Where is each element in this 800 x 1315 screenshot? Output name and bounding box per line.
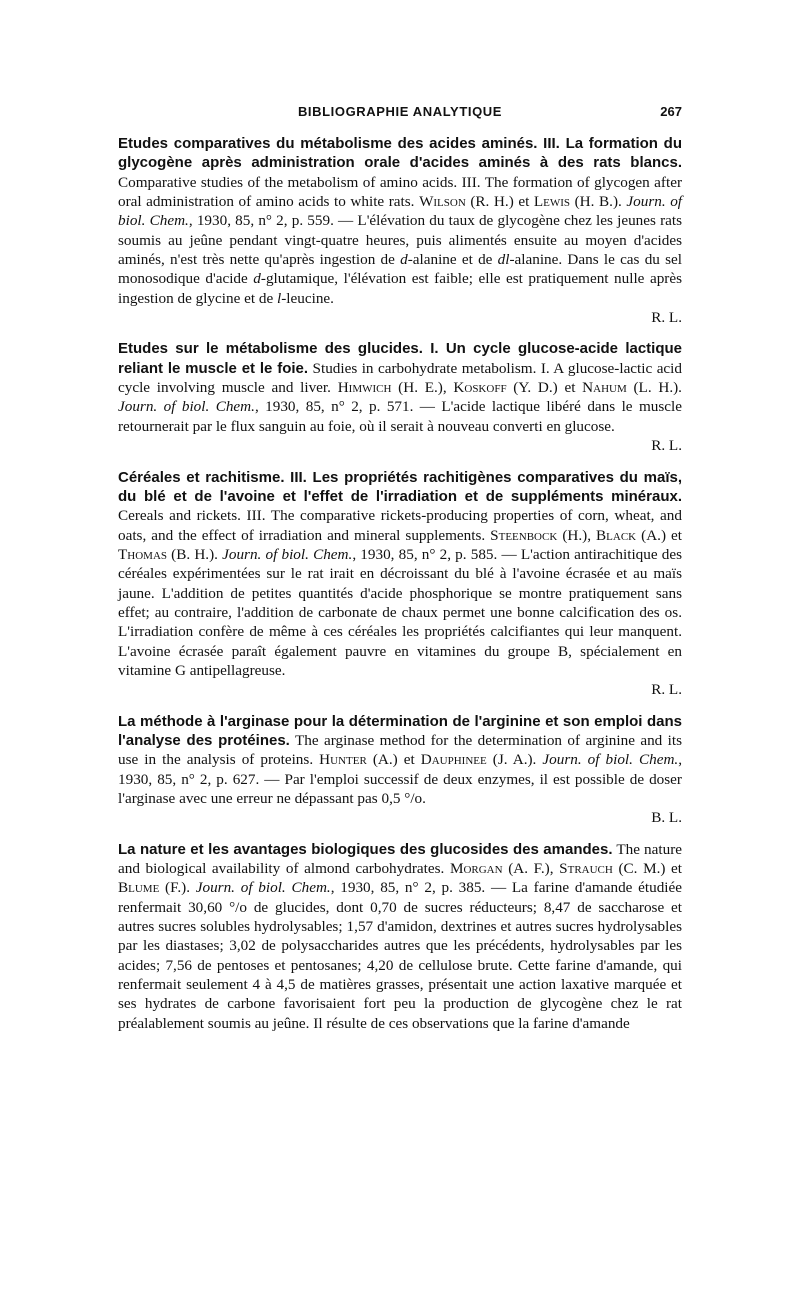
reviewer-signature: R. L. — [651, 437, 682, 455]
author-name: Hunter — [319, 751, 367, 769]
journal-name: Journ. of biol. Chem. — [195, 879, 331, 897]
entry-title: La nature et les avantages biologiques des glucosides des amandes. — [118, 840, 613, 858]
author-name: Himwich — [337, 379, 392, 397]
entry-title: La méthode à l'arginase pour la détermination de l'arginine et son emploi dans l'analyse des protéines. — [118, 712, 682, 749]
author-name: Nahum — [582, 379, 627, 397]
abstract-entry-1: Etudes comparatives du métabolisme des acides aminés. III. La formation du glycogène après administration orale d'acides aminés à des rats blancs. Comparative studies of the metabolism of amino acids. III. The formation of glycogen after oral administration of amino acids to white rats. Wilson (R. H.) et Lewis (H. B.). Journ. of biol. Chem., 1930, 85, n° 2, p. 559. — L'élévation du taux de glycogène chez les jeunes rats soumis au jeûne pendant vingt-quatre heures, puis alimentés ensuite au moyen d'acides aminés, n'est très nette qu'après ingestion de d-alanine et de dl-alanine. Dans le cas du sel monosodique d'acide d-glutamique, l'élévation est faible; elle est pratiquement nulle après ingestion de glycine et de l-leucine. R. L. — [118, 135, 683, 327]
reviewer-signature: R. L. — [651, 681, 682, 699]
author-name: Black — [596, 526, 637, 544]
entry-title: Etudes sur le métabolisme des glucides. I. Un cycle glucose-acide lactique reliant le muscle et le foie. — [118, 340, 682, 377]
reviewer-signature: B. L. — [651, 809, 682, 827]
abstract-entry-4: La méthode à l'arginase pour la détermination de l'arginine et son emploi dans l'analyse des protéines. The arginase method for the determination of arginine and its use in the analysis of proteins. Hunter (A.) et Dauphinee (J. A.). Journ. of biol. Chem., 1930, 85, n° 2, p. 627. — Par l'emploi successif de deux enzymes, il est possible de doser l'arginase avec une erreur ne dépassant pas 0,5 °/o. B. L. — [118, 712, 683, 827]
author-name: Strauch — [559, 860, 613, 878]
journal-name: Journ. of biol. Chem. — [542, 751, 679, 769]
abstract-entry-2: Etudes sur le métabolisme des glucides. I. Un cycle glucose-acide lactique reliant le muscle et le foie. Studies in carbohydrate metabolism. I. A glucose-lactic acid cycle involving muscle and liver. Himwich (H. E.), Koskoff (Y. D.) et Nahum (L. H.). Journ. of biol. Chem., 1930, 85, n° 2, p. 571. — L'acide lactique libéré dans le muscle retournerait par le flux sanguin au foie, où il serait à nouveau converti en glucose. R. L. — [118, 340, 682, 455]
article-body — [118, 134, 682, 1045]
abstract-entry-3: Céréales et rachitisme. III. Les propriétés rachitigènes comparatives du maïs, du blé et de l'avoine et l'effet de l'irradiation et de suppléments minéraux. Cereals and rickets. III. The comparative rickets-producing properties of corn, wheat, and oats, and the effect of irradiation and mineral supplements. Steenbock (H.), Black (A.) et Thomas (B. H.). Journ. of biol. Chem., 1930, 85, n° 2, p. 585. — L'action antirachitique des céréales expérimentées sur le rat irait en décroissant du blé à l'avoine écrasée et au maïs jaune. L'addition de petites quantités d'acide phosphorique se montre pratiquement sans effet; au contraire, l'addition de carbonate de chaux permet une bonne calcification des os. L'irradiation confère de même à ces céréales les propriétés calcifiantes qui leur manquent. L'avoine écrasée paraît également pauvre en vitamines du groupe B, spécialement en vitamine G antipellagreuse. R. L. — [118, 468, 683, 699]
journal-name: Journ. of biol. Chem. — [118, 193, 683, 230]
author-name: Lewis — [533, 193, 571, 211]
author-name: Blume — [118, 879, 160, 897]
abstract-entry-5: La nature et les avantages biologiques des glucosides des amandes. The nature and biological availability of almond carbohydrates. Morgan (A. F.), Strauch (C. M.) et Blume (F.). Journ. of biol. Chem., 1930, 85, n° 2, p. 385. — La farine d'amande étudiée renfermait 30,60 °/o de glucides, dont 0,70 de sucres réducteurs; 8,47 de saccharose et autres sucres solubles hydrolysables; 1,57 d'amidon, dextrines et autres sucres hydrolysables par les diastases; 3,02 de polysaccharides autres que les précédents, hydrolysables par les acides; 7,56 de pentoses et pentosanes; 4,20 de cellulose brute. Cette farine d'amande, qui renfermait seulement 4 à 4,5 de matières grasses, présentait une action laxative marquée et ses hydrates de carbone favorisaient fort peu la production de glycogène chez le rat préalablement soumis au jeûne. Il résulte de ces observations que la farine d'amande — [118, 840, 683, 1032]
journal-name: Journ. of biol. Chem. — [118, 398, 255, 416]
entry-title: Céréales et rachitisme. III. Les propriétés rachitigènes comparatives du maïs, du blé et de l'avoine et l'effet de l'irradiation et de suppléments minéraux. — [118, 468, 682, 505]
author-name: Thomas — [118, 545, 168, 563]
author-name: Dauphinee — [420, 751, 487, 769]
reviewer-signature: R. L. — [651, 309, 682, 327]
entry-title: Etudes comparatives du métabolisme des acides aminés. III. La formation du glycogène après administration orale d'acides aminés à des rats blancs. — [118, 135, 682, 172]
running-title: BIBLIOGRAPHIE ANALYTIQUE — [297, 104, 503, 119]
author-name: Steenbock — [490, 526, 558, 544]
author-name: Morgan — [449, 860, 503, 878]
author-name: Wilson — [419, 193, 466, 211]
page-number: 267 — [660, 104, 682, 119]
running-header — [118, 104, 682, 119]
journal-name: Journ. of biol. Chem. — [222, 545, 353, 563]
author-name: Koskoff — [453, 379, 507, 397]
